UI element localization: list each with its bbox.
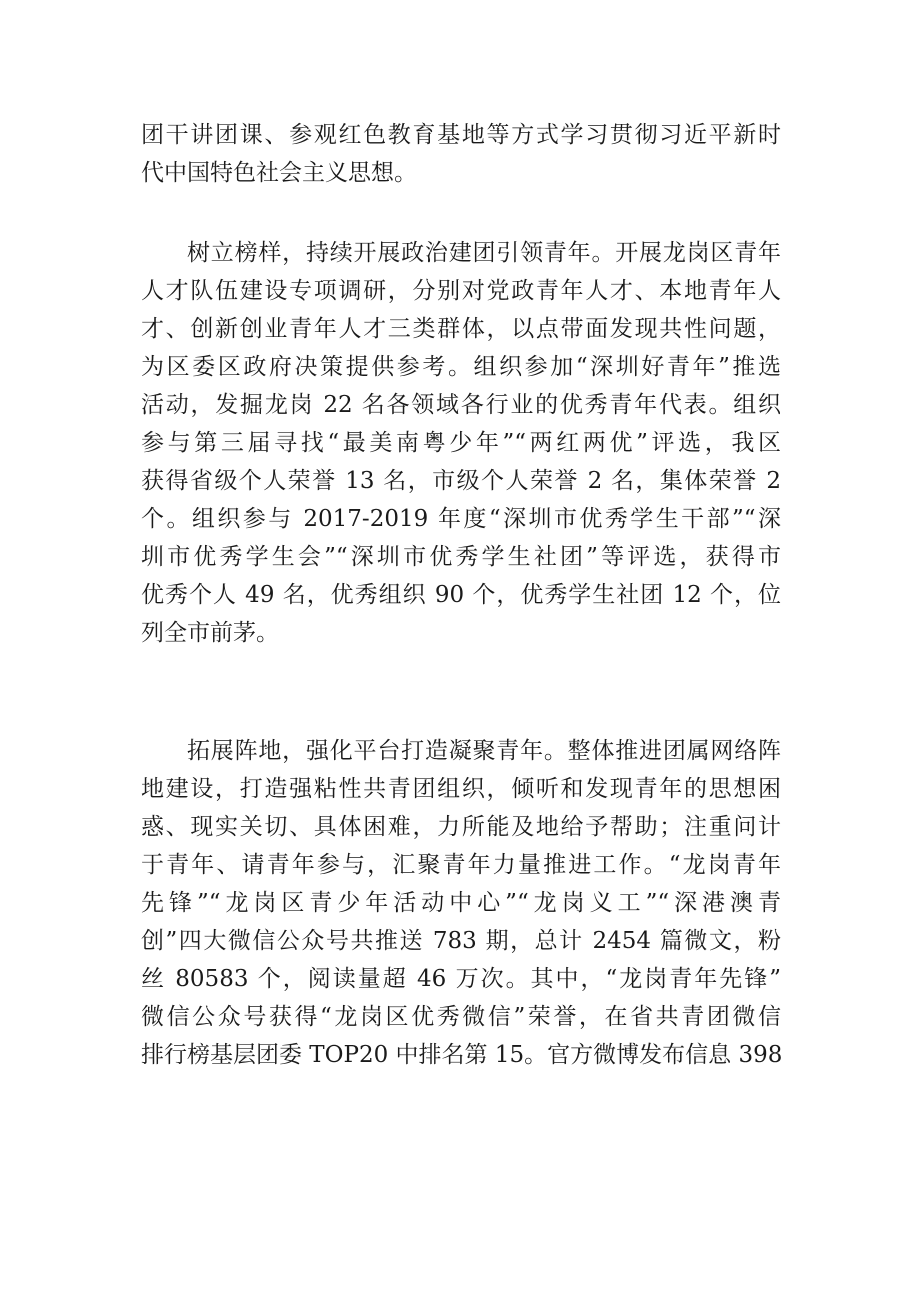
text-line: 圳市优秀学生会”“深圳市优秀学生社团”等评选，获得市: [141, 544, 781, 570]
paragraph-2: [141, 234, 781, 652]
text-line: 树立榜样，持续开展政治建团引领青年。开展龙岗区青年: [187, 240, 781, 266]
text-line: 为区委区政府决策提供参考。组织参加“深圳好青年”推选: [141, 354, 781, 380]
paragraph-3: [141, 732, 781, 1074]
paragraph-1: [141, 116, 781, 192]
text-line: 团干讲团课、参观红色教育基地等方式学习贯彻习近平新时: [141, 122, 781, 148]
text-line: 优秀个人 49 名，优秀组织 90 个，优秀学生社团 12 个，位: [141, 582, 781, 608]
text-line: 创”四大微信公众号共推送 783 期，总计 2454 篇微文，粉: [141, 928, 781, 954]
text-line: 获得省级个人荣誉 13 名，市级个人荣誉 2 名，集体荣誉 2: [141, 468, 781, 494]
text-line: 先锋”“龙岗区青少年活动中心”“龙岗义工”“深港澳青: [141, 890, 781, 916]
text-line: 参与第三届寻找“最美南粤少年”“两红两优”评选，我区: [141, 430, 781, 456]
text-line: 惑、现实关切、具体困难，力所能及地给予帮助；注重问计: [141, 814, 781, 840]
text-line: 个。组织参与 2017-2019 年度“深圳市优秀学生干部”“深: [141, 506, 781, 532]
text-line: 排行榜基层团委 TOP20 中排名第 15。官方微博发布信息 398: [141, 1042, 783, 1068]
text-line: 活动，发掘龙岗 22 名各领域各行业的优秀青年代表。组织: [141, 392, 781, 418]
text-line: 丝 80583 个，阅读量超 46 万次。其中，“龙岗青年先锋”: [141, 966, 781, 992]
text-line: 人才队伍建设专项调研，分别对党政青年人才、本地青年人: [141, 278, 781, 304]
text-line: 拓展阵地，强化平台打造凝聚青年。整体推进团属网络阵: [187, 738, 781, 764]
text-line: 才、创新创业青年人才三类群体，以点带面发现共性问题，: [141, 316, 781, 342]
text-line: 代中国特色社会主义思想。: [141, 160, 417, 186]
text-line: 于青年、请青年参与，汇聚青年力量推进工作。“龙岗青年: [141, 852, 781, 878]
text-line: 微信公众号获得“龙岗区优秀微信”荣誉，在省共青团微信: [141, 1004, 781, 1030]
text-line: 列全市前茅。: [141, 620, 279, 646]
text-line: 地建设，打造强粘性共青团组织，倾听和发现青年的思想困: [141, 776, 781, 802]
